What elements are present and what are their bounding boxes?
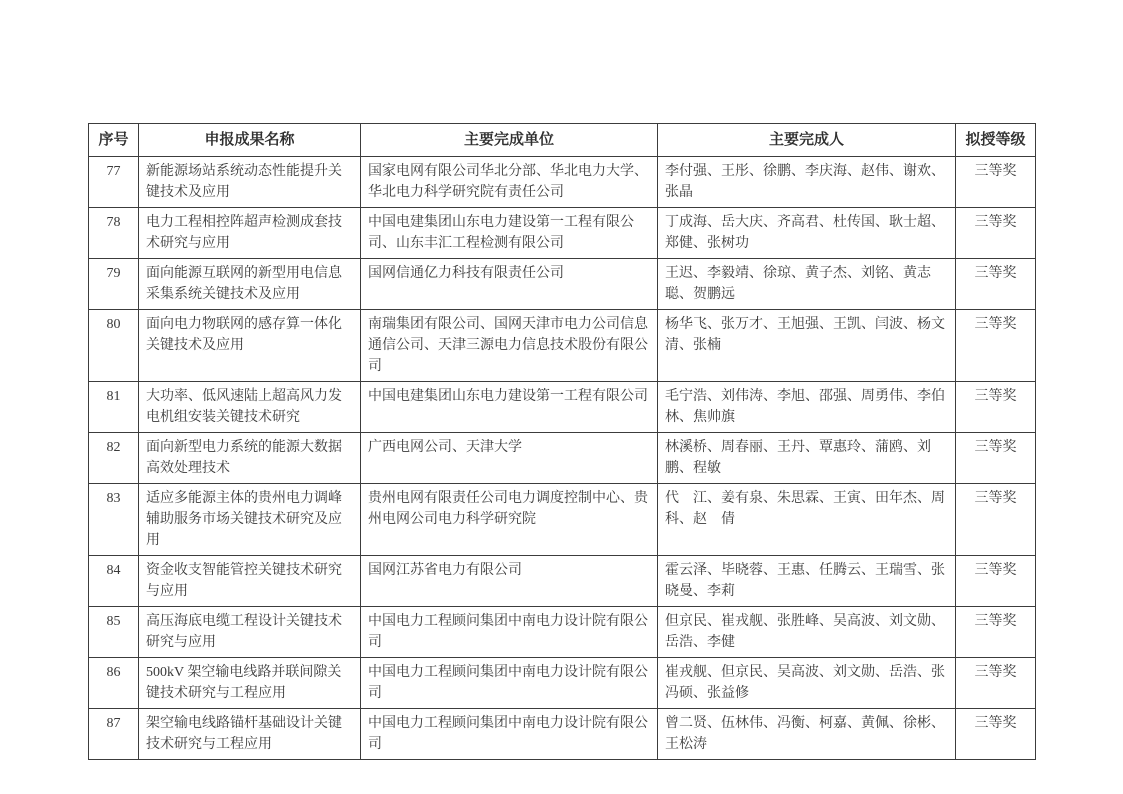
- cell-serial-number: 77: [89, 157, 139, 208]
- cell-serial-number: 83: [89, 484, 139, 556]
- cell-proposed-grade: 三等奖: [956, 709, 1036, 760]
- cell-achievement-name: 架空输电线路锚杆基础设计关键技术研究与工程应用: [139, 709, 361, 760]
- table-row: [89, 484, 1036, 556]
- cell-achievement-name: 电力工程相控阵超声检测成套技术研究与应用: [139, 208, 361, 259]
- cell-main-units: 广西电网公司、天津大学: [361, 433, 658, 484]
- cell-main-contributors: 王迟、李毅靖、徐琼、黄子杰、刘铭、黄志聪、贺鹏远: [658, 259, 956, 310]
- cell-achievement-name: 500kV 架空输电线路并联间隙关键技术研究与工程应用: [139, 658, 361, 709]
- cell-main-contributors: 霍云泽、毕晓蓉、王惠、任腾云、王瑞雪、张晓曼、李莉: [658, 556, 956, 607]
- cell-proposed-grade: 三等奖: [956, 157, 1036, 208]
- table-row: [89, 658, 1036, 709]
- cell-main-contributors: 林溪桥、周春丽、王丹、覃惠玲、蒲鸥、刘鹏、程敏: [658, 433, 956, 484]
- table-row: [89, 310, 1036, 382]
- cell-serial-number: 85: [89, 607, 139, 658]
- cell-proposed-grade: 三等奖: [956, 556, 1036, 607]
- cell-proposed-grade: 三等奖: [956, 259, 1036, 310]
- cell-main-units: 国家电网有限公司华北分部、华北电力大学、华北电力科学研究院有责任公司: [361, 157, 658, 208]
- cell-achievement-name: 面向能源互联网的新型用电信息采集系统关键技术及应用: [139, 259, 361, 310]
- cell-proposed-grade: 三等奖: [956, 310, 1036, 382]
- cell-achievement-name: 资金收支智能管控关键技术研究与应用: [139, 556, 361, 607]
- cell-proposed-grade: 三等奖: [956, 208, 1036, 259]
- cell-main-contributors: 代 江、姜有泉、朱思霖、王寅、田年杰、周科、赵 倩: [658, 484, 956, 556]
- cell-main-contributors: 但京民、崔戎舰、张胜峰、吴高波、刘文勋、岳浩、李健: [658, 607, 956, 658]
- header-main-contributors: 主要完成人: [658, 124, 956, 157]
- table-row: [89, 208, 1036, 259]
- cell-achievement-name: 大功率、低风速陆上超高风力发电机组安装关键技术研究: [139, 382, 361, 433]
- cell-main-contributors: 曾二贤、伍林伟、冯衡、柯嘉、黄佩、徐彬、王松涛: [658, 709, 956, 760]
- cell-serial-number: 81: [89, 382, 139, 433]
- cell-proposed-grade: 三等奖: [956, 484, 1036, 556]
- cell-main-contributors: 李付强、王彤、徐鹏、李庆海、赵伟、谢欢、张晶: [658, 157, 956, 208]
- cell-main-units: 中国电建集团山东电力建设第一工程有限公司: [361, 382, 658, 433]
- cell-achievement-name: 适应多能源主体的贵州电力调峰辅助服务市场关键技术研究及应用: [139, 484, 361, 556]
- header-serial-number: 序号: [89, 124, 139, 157]
- cell-proposed-grade: 三等奖: [956, 382, 1036, 433]
- table-row: [89, 607, 1036, 658]
- header-main-units: 主要完成单位: [361, 124, 658, 157]
- header-achievement-name: 申报成果名称: [139, 124, 361, 157]
- cell-serial-number: 86: [89, 658, 139, 709]
- table-row: [89, 157, 1036, 208]
- header-proposed-grade: 拟授等级: [956, 124, 1036, 157]
- cell-main-units: 国网信通亿力科技有限责任公司: [361, 259, 658, 310]
- table-row: [89, 433, 1036, 484]
- table-row: [89, 709, 1036, 760]
- cell-main-contributors: 丁成海、岳大庆、齐高君、杜传国、耿士超、郑健、张树功: [658, 208, 956, 259]
- table-row: [89, 556, 1036, 607]
- cell-main-contributors: 杨华飞、张万才、王旭强、王凯、闫波、杨文清、张楠: [658, 310, 956, 382]
- table-header-row: [89, 124, 1036, 157]
- cell-proposed-grade: 三等奖: [956, 433, 1036, 484]
- cell-achievement-name: 面向新型电力系统的能源大数据高效处理技术: [139, 433, 361, 484]
- cell-proposed-grade: 三等奖: [956, 658, 1036, 709]
- cell-achievement-name: 面向电力物联网的感存算一体化关键技术及应用: [139, 310, 361, 382]
- cell-serial-number: 87: [89, 709, 139, 760]
- cell-main-units: 中国电力工程顾问集团中南电力设计院有限公司: [361, 709, 658, 760]
- cell-achievement-name: 新能源场站系统动态性能提升关键技术及应用: [139, 157, 361, 208]
- cell-main-units: 国网江苏省电力有限公司: [361, 556, 658, 607]
- cell-main-units: 中国电力工程顾问集团中南电力设计院有限公司: [361, 607, 658, 658]
- cell-serial-number: 79: [89, 259, 139, 310]
- cell-main-units: 贵州电网有限责任公司电力调度控制中心、贵州电网公司电力科学研究院: [361, 484, 658, 556]
- award-results-table: [88, 123, 1036, 760]
- cell-serial-number: 82: [89, 433, 139, 484]
- cell-main-units: 南瑞集团有限公司、国网天津市电力公司信息通信公司、天津三源电力信息技术股份有限公司: [361, 310, 658, 382]
- cell-main-contributors: 崔戎舰、但京民、吴高波、刘文勋、岳浩、张冯硕、张益修: [658, 658, 956, 709]
- cell-main-units: 中国电建集团山东电力建设第一工程有限公司、山东丰汇工程检测有限公司: [361, 208, 658, 259]
- cell-achievement-name: 高压海底电缆工程设计关键技术研究与应用: [139, 607, 361, 658]
- table-row: [89, 259, 1036, 310]
- cell-serial-number: 84: [89, 556, 139, 607]
- cell-main-units: 中国电力工程顾问集团中南电力设计院有限公司: [361, 658, 658, 709]
- cell-main-contributors: 毛宁浩、刘伟涛、李旭、邵强、周勇伟、李伯林、焦帅旗: [658, 382, 956, 433]
- cell-serial-number: 78: [89, 208, 139, 259]
- table-row: [89, 382, 1036, 433]
- cell-serial-number: 80: [89, 310, 139, 382]
- cell-proposed-grade: 三等奖: [956, 607, 1036, 658]
